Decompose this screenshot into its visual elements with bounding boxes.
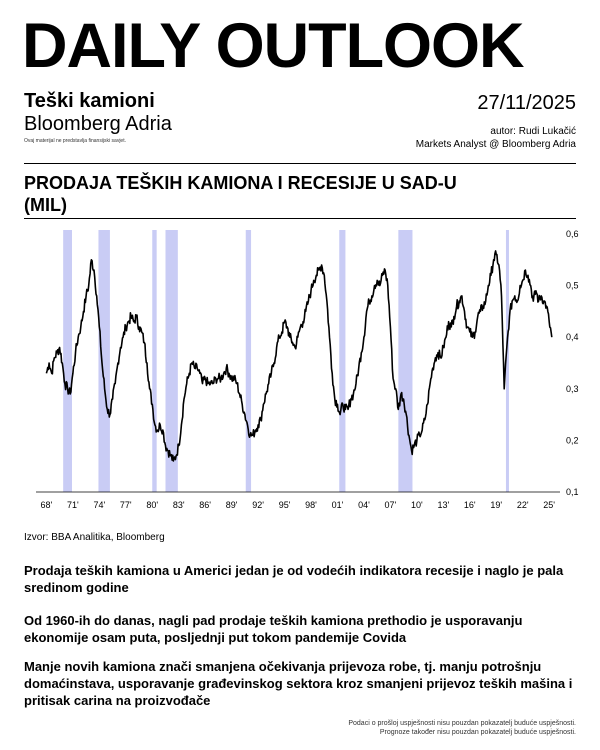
y-tick-label: 0,6 [566, 229, 579, 239]
recession-band-1 [63, 230, 72, 492]
paragraph-1: Prodaja teških kamiona u Americi jedan je od vodećih indikatora recesije i naglo je pala sredinom godine [24, 563, 564, 595]
x-tick-label: 07' [384, 500, 397, 510]
disclaimer-line-2: Prognoze također nisu pouzdan pokazatelj buduće uspješnosti. [379, 729, 576, 736]
truck-sales-chart [0, 222, 600, 522]
x-tick-label: 16' [463, 500, 476, 510]
author-role: Markets Analyst @ Bloomberg Adria [415, 139, 576, 150]
brand-name: Bloomberg Adria [24, 113, 172, 135]
x-tick-label: 04' [358, 500, 370, 510]
source-note: Izvor: BBA Analitika, Bloomberg [24, 532, 165, 543]
x-tick-label: 25' [543, 500, 556, 510]
x-tick-label: 19' [490, 500, 503, 510]
recession-band-2 [98, 230, 109, 492]
x-tick-label: 77' [119, 500, 132, 510]
paragraph-3: Manje novih kamiona znači smanjena očekivanja prijevoza robe, tj. manju potrošnju domaćinstava, usporavanje građevinskog sektora kroz smanjeni prijevoz teških mašina i pritisak carina na proizvođače [24, 659, 573, 708]
recession-band-7 [398, 230, 412, 492]
chart-title: PRODAJA TEŠKIH KAMIONA I RECESIJE U SAD-U (MIL) [24, 173, 457, 215]
x-tick-label: 68' [40, 500, 53, 510]
series-line-truck-sales [46, 251, 551, 461]
divider-chart [24, 218, 576, 219]
recession-band-3 [152, 230, 156, 492]
y-tick-label: 0,4 [566, 332, 579, 343]
y-tick-label: 0,1 [566, 487, 579, 497]
author-line: autor: Rudi Lukačić [490, 126, 576, 137]
fineprint: Ovaj materijal ne predstavlja finansijski savjet. [24, 138, 126, 144]
x-tick-label: 10' [411, 500, 423, 510]
y-tick-label: 0,5 [566, 280, 579, 291]
publish-date: 27/11/2025 [477, 92, 576, 114]
recession-band-5 [246, 230, 251, 492]
x-tick-label: 92' [252, 500, 264, 510]
x-tick-label: 71' [67, 500, 79, 510]
y-tick-label: 0,3 [566, 383, 579, 394]
x-tick-label: 74' [93, 500, 106, 510]
x-tick-label: 22' [516, 500, 529, 510]
disclaimer-line-1: Podaci o prošloj uspješnosti nisu pouzdan pokazatelj buduće uspješnosti. [348, 720, 576, 727]
x-tick-label: 80' [146, 500, 159, 510]
x-tick-label: 89' [225, 500, 238, 510]
y-tick-label: 0,2 [566, 435, 579, 446]
x-tick-label: 86' [199, 500, 212, 510]
x-tick-label: 01' [331, 500, 344, 510]
x-tick-label: 83' [172, 500, 185, 510]
recession-band-4 [165, 230, 177, 492]
paragraph-2: Od 1960-ih do danas, nagli pad prodaje teških kamiona prethodio je usporavanju ekonomije osam puta, posljednji put tokom pandemije Covida [24, 613, 523, 645]
divider-top [24, 163, 576, 164]
x-tick-label: 98' [305, 500, 317, 510]
x-tick-label: 95' [278, 500, 291, 510]
recession-band-6 [339, 230, 345, 492]
masthead-title: DAILY OUTLOOK [22, 11, 524, 81]
x-tick-label: 13' [437, 500, 450, 510]
topic-title: Teški kamioni [24, 90, 155, 112]
